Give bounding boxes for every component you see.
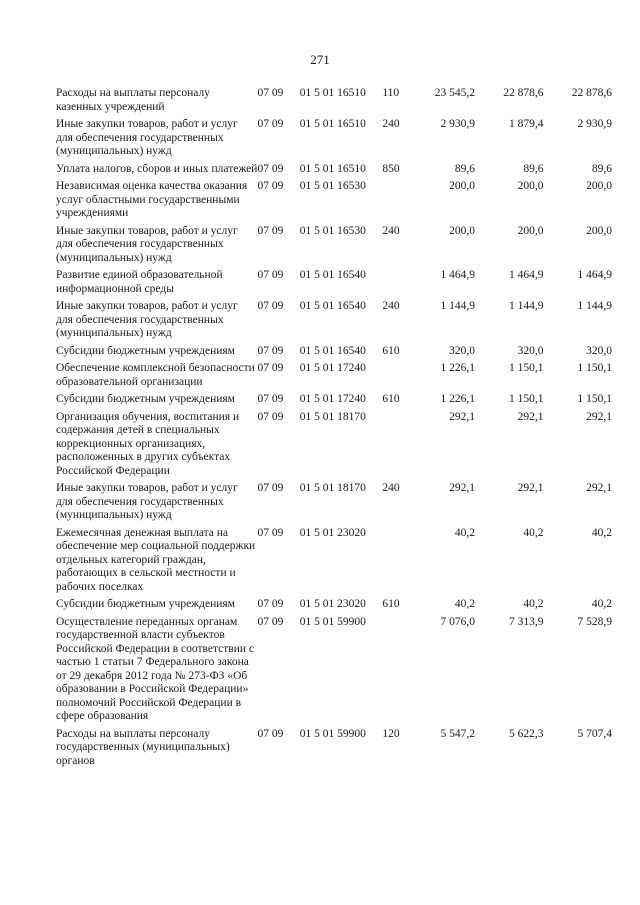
row-value-year-3: 1 464,9 — [577, 269, 612, 281]
row-value-year-2: 89,6 — [523, 162, 544, 175]
row-value-year-1: 40,2 — [454, 598, 475, 610]
row-value-year-2: 200,0 — [517, 180, 544, 192]
row-name: Ежемесячная денежная выплата на обеспечение мер социальной поддержки отдельных категорий граждан, работающих в сельской местности и рабочих поселках — [56, 526, 256, 593]
row-expense-type: 240 — [382, 300, 400, 312]
row-name: Иные закупки товаров, работ и услуг для обеспечения государственных (муниципальных) нужд — [56, 118, 238, 157]
row-expense-type: 240 — [382, 118, 400, 130]
row-value-year-2: 1 150,1 — [508, 362, 544, 374]
row-value-year-2: 1 150,1 — [508, 393, 544, 405]
row-expense-type — [382, 527, 406, 599]
row-expense-type: 610 — [382, 393, 400, 405]
table-row — [56, 411, 612, 483]
row-value-year-3: 1 150,1 — [577, 393, 612, 405]
row-name: Субсидии бюджетным учреждениям — [56, 598, 235, 610]
table-row — [56, 269, 612, 300]
row-expense-type: 240 — [382, 482, 400, 494]
row-value-year-2: 7 313,9 — [508, 615, 544, 628]
row-value-year-1: 5 547,2 — [440, 727, 475, 740]
row-value-year-2: 22 878,6 — [503, 87, 544, 99]
row-target-code: 01 5 01 16510 — [299, 87, 366, 99]
row-target-code: 01 5 01 23020 — [299, 526, 366, 539]
row-section-code: 07 09 — [257, 224, 284, 237]
row-section-code: 07 09 — [257, 598, 284, 610]
table-row — [56, 87, 612, 118]
table-row — [56, 527, 612, 599]
row-target-code: 01 5 01 16510 — [299, 118, 366, 130]
row-expense-type — [382, 362, 406, 393]
row-value-year-2: 200,0 — [517, 224, 544, 237]
row-value-year-3: 7 528,9 — [577, 615, 612, 628]
table-row — [56, 393, 612, 411]
row-value-year-3: 320,0 — [586, 344, 612, 357]
page-number: 271 — [310, 52, 330, 67]
row-target-code: 01 5 01 16540 — [299, 300, 366, 312]
row-value-year-2: 292,1 — [517, 482, 544, 494]
row-value-year-3: 5 707,4 — [577, 727, 612, 740]
row-value-year-2: 1 464,9 — [508, 269, 544, 281]
row-target-code: 01 5 01 16530 — [299, 180, 366, 192]
row-value-year-3: 292,1 — [586, 410, 612, 423]
row-value-year-3: 2 930,9 — [577, 118, 612, 130]
table-row — [56, 616, 612, 728]
row-expense-type: 120 — [382, 727, 400, 740]
table-row — [56, 180, 612, 225]
row-name: Обеспечение комплексной безопасности образовательной организации — [56, 362, 255, 388]
row-name: Иные закупки товаров, работ и услуг для обеспечения государственных (муниципальных) нужд — [56, 482, 238, 521]
row-value-year-1: 200,0 — [449, 224, 475, 237]
row-value-year-3: 89,6 — [591, 162, 612, 175]
budget-table — [56, 87, 612, 772]
row-expense-type: 850 — [382, 162, 400, 175]
table-row — [56, 482, 612, 527]
row-value-year-2: 5 622,3 — [508, 727, 544, 740]
row-value-year-3: 40,2 — [591, 526, 612, 539]
row-value-year-1: 292,1 — [449, 410, 475, 423]
row-value-year-2: 1 879,4 — [508, 118, 544, 130]
row-section-code: 07 09 — [257, 362, 284, 374]
row-value-year-1: 2 930,9 — [440, 118, 475, 130]
row-expense-type — [382, 269, 406, 300]
row-expense-type: 240 — [382, 224, 400, 237]
row-section-code: 07 09 — [257, 118, 284, 130]
row-section-code: 07 09 — [257, 180, 284, 192]
budget-table-body — [56, 87, 612, 772]
row-target-code: 01 5 01 23020 — [299, 598, 366, 610]
row-name: Организация обучения, воспитания и содержания детей в специальных коррекционных организациях, расположенных в других субъектах Российской Федерации — [56, 410, 240, 477]
row-name: Осуществление переданных органам государственной власти субъектов Российской Федерации в соответствии с частью 1 статьи 7 Федерального закона от 29 декабря 2012 года № 273-ФЗ «Об образовании в Российской Федерации» полномочий Российской Федерации в сфере образования — [56, 615, 254, 722]
row-target-code: 01 5 01 16510 — [299, 162, 366, 175]
row-value-year-3: 200,0 — [586, 180, 612, 192]
table-row — [56, 225, 612, 270]
row-name: Расходы на выплаты персоналу государственных (муниципальных) органов — [56, 727, 230, 767]
row-target-code: 01 5 01 18170 — [299, 482, 366, 494]
row-target-code: 01 5 01 59900 — [299, 727, 366, 740]
table-row — [56, 598, 612, 616]
row-value-year-1: 1 144,9 — [440, 300, 475, 312]
row-name: Субсидии бюджетным учреждениям — [56, 393, 235, 405]
row-value-year-3: 1 144,9 — [577, 300, 612, 312]
row-section-code: 07 09 — [257, 410, 284, 423]
row-section-code: 07 09 — [257, 162, 284, 175]
row-section-code: 07 09 — [257, 344, 284, 357]
row-name: Уплата налогов, сборов и иных платежей — [56, 162, 258, 175]
row-value-year-2: 1 144,9 — [508, 300, 544, 312]
row-value-year-2: 292,1 — [517, 410, 544, 423]
row-target-code: 01 5 01 59900 — [299, 615, 366, 628]
row-target-code: 01 5 01 17240 — [299, 362, 366, 374]
row-name: Иные закупки товаров, работ и услуг для обеспечения государственных (муниципальных) нужд — [56, 300, 238, 339]
row-target-code: 01 5 01 18170 — [299, 410, 366, 423]
row-section-code: 07 09 — [257, 526, 284, 539]
row-section-code: 07 09 — [257, 482, 284, 494]
row-value-year-1: 7 076,0 — [440, 615, 475, 628]
row-name: Независимая оценка качества оказания услуг областными государственными учреждениями — [56, 180, 248, 219]
row-value-year-3: 200,0 — [586, 224, 612, 237]
row-target-code: 01 5 01 17240 — [299, 393, 366, 405]
row-value-year-1: 89,6 — [454, 162, 475, 175]
row-section-code: 07 09 — [257, 393, 284, 405]
row-name: Развитие единой образовательной информационной среды — [56, 269, 223, 295]
row-value-year-1: 1 464,9 — [440, 269, 475, 281]
row-section-code: 07 09 — [257, 269, 284, 281]
row-value-year-1: 292,1 — [449, 482, 475, 494]
table-row — [56, 163, 612, 181]
row-value-year-1: 23 545,2 — [434, 87, 475, 99]
row-expense-type — [382, 180, 406, 225]
row-section-code: 07 09 — [257, 300, 284, 312]
row-expense-type — [382, 616, 406, 728]
table-row — [56, 300, 612, 345]
row-target-code: 01 5 01 16530 — [299, 224, 366, 237]
row-value-year-1: 1 226,1 — [440, 362, 475, 374]
table-row — [56, 728, 612, 773]
row-value-year-2: 320,0 — [517, 344, 544, 357]
row-expense-type: 110 — [382, 87, 400, 99]
row-value-year-1: 200,0 — [449, 180, 475, 192]
row-value-year-3: 40,2 — [591, 598, 612, 610]
row-name: Расходы на выплаты персоналу казенных учреждений — [56, 87, 210, 113]
table-row — [56, 118, 612, 163]
row-value-year-3: 1 150,1 — [577, 362, 612, 374]
row-value-year-1: 320,0 — [449, 344, 475, 357]
row-section-code: 07 09 — [257, 727, 284, 740]
table-row — [56, 345, 612, 363]
row-expense-type: 610 — [382, 344, 400, 357]
row-section-code: 07 09 — [257, 615, 284, 628]
row-name: Субсидии бюджетным учреждениям — [56, 344, 235, 357]
row-expense-type: 610 — [382, 598, 400, 610]
row-value-year-1: 1 226,1 — [440, 393, 475, 405]
row-target-code: 01 5 01 16540 — [299, 344, 366, 357]
row-section-code: 07 09 — [257, 87, 284, 99]
row-value-year-2: 40,2 — [523, 598, 544, 610]
row-target-code: 01 5 01 16540 — [299, 269, 366, 281]
table-row — [56, 362, 612, 393]
row-value-year-1: 40,2 — [454, 526, 475, 539]
row-expense-type — [382, 411, 406, 483]
row-value-year-3: 292,1 — [586, 482, 612, 494]
row-name: Иные закупки товаров, работ и услуг для обеспечения государственных (муниципальных) нужд — [56, 224, 238, 264]
row-value-year-2: 40,2 — [523, 526, 544, 539]
row-value-year-3: 22 878,6 — [571, 87, 612, 99]
